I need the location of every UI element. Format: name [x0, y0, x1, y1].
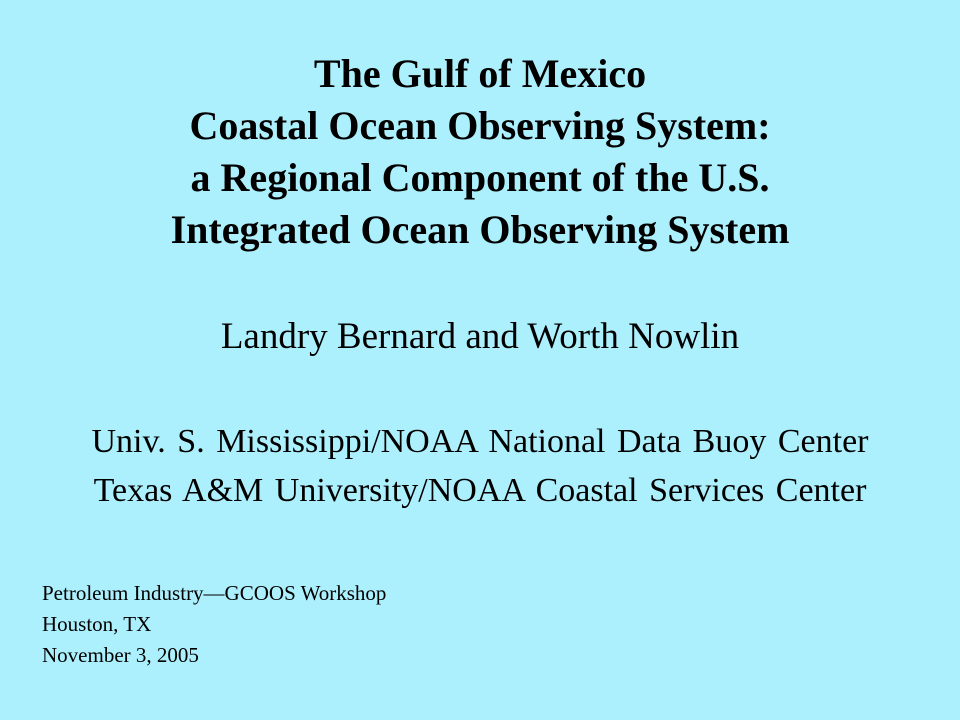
event-info — [42, 578, 386, 671]
event-location: Houston, TX — [42, 612, 152, 636]
affiliation-1: Univ. S. Mississippi/NOAA National Data Buoy Center — [91, 423, 869, 460]
event-name: Petroleum Industry—GCOOS Workshop — [42, 581, 387, 605]
affiliation-2: Texas A&M University/NOAA Coastal Services Center — [93, 472, 867, 509]
title-line-2: Coastal Ocean Observing System: — [189, 103, 771, 148]
affiliations — [0, 417, 960, 515]
title-line-1: The Gulf of Mexico — [313, 51, 647, 96]
title-line-4: Integrated Ocean Observing System — [170, 207, 790, 252]
title-line-3: a Regional Component of the U.S. — [190, 155, 770, 200]
slide-title — [0, 48, 960, 256]
event-date: November 3, 2005 — [42, 643, 199, 667]
authors: Landry Bernard and Worth Nowlin — [220, 316, 740, 357]
